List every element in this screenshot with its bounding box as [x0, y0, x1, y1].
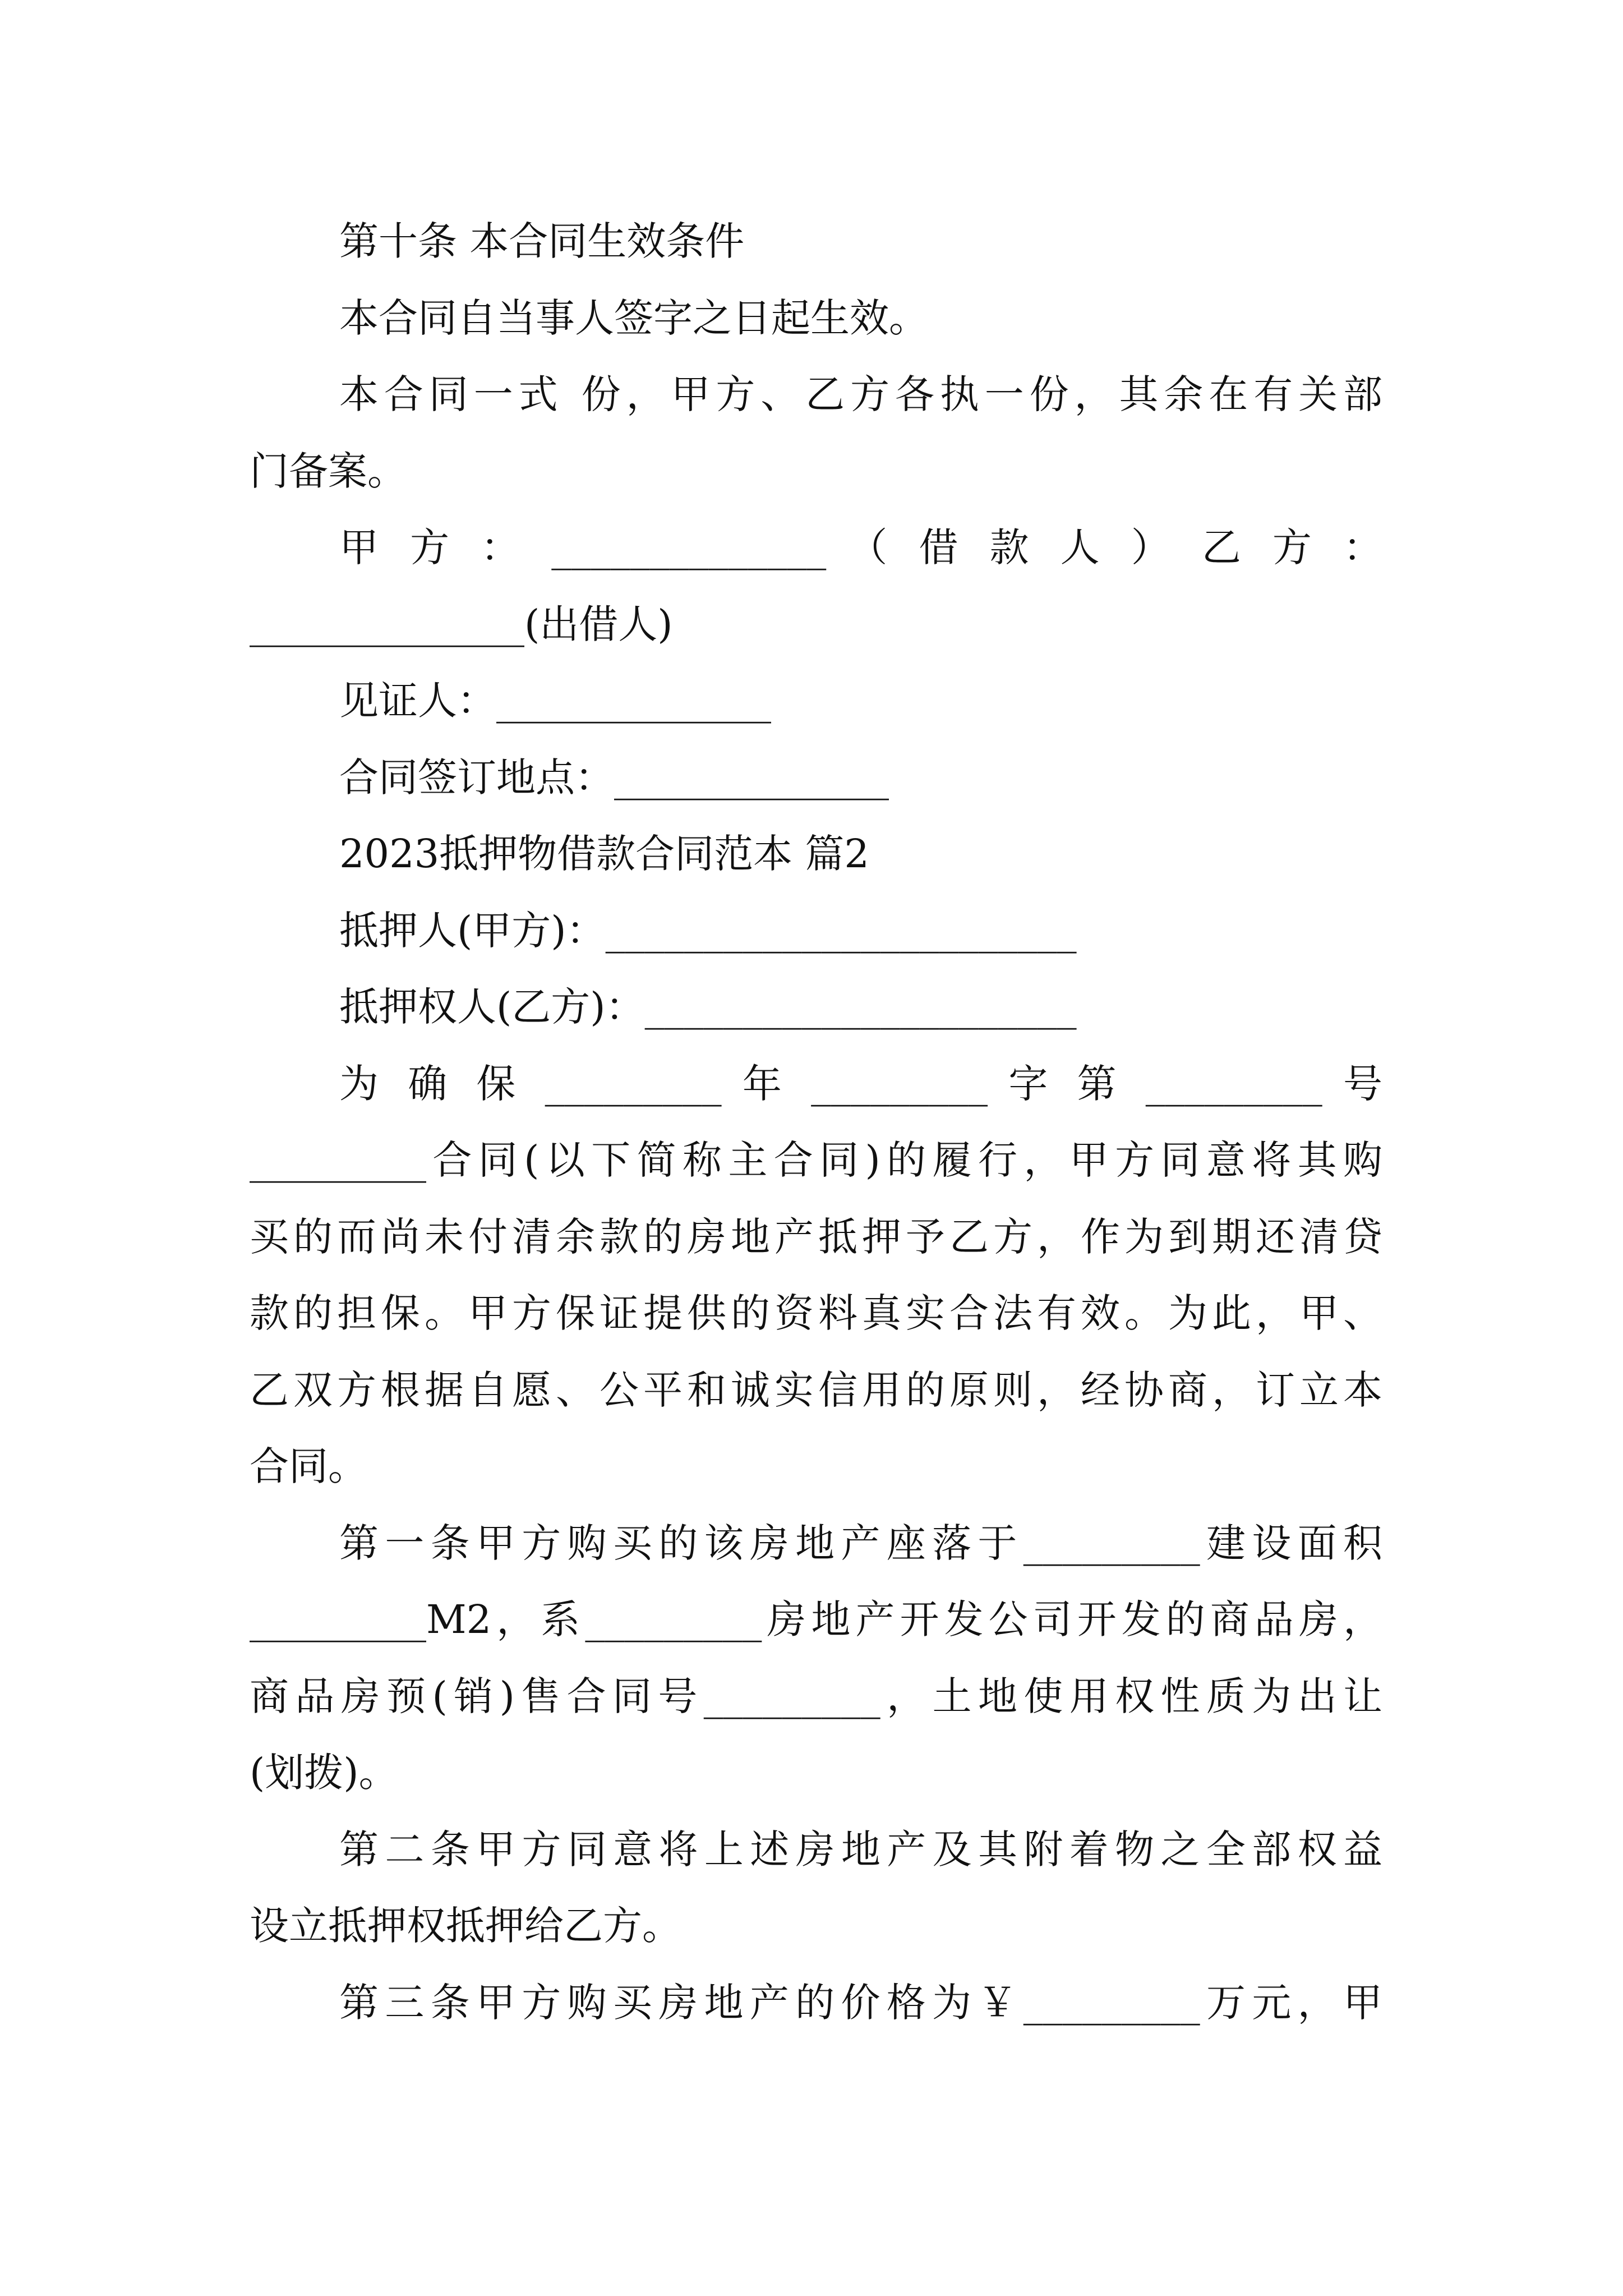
- article-3-line-1: 第三条甲方购买房地产的价格为￥_________万元，甲: [339, 1980, 1382, 2026]
- witness-line: 见证人：______________: [339, 678, 771, 724]
- article-1-line-2: _________M2，系_________房地产开发公司开发的商品房，: [250, 1596, 1382, 1642]
- section-heading: 2023抵押物借款合同范本 篇2: [339, 831, 869, 877]
- article-1-line-4: (划拨)。: [250, 1750, 398, 1796]
- copies-clause-line-1: 本合同一式 份，甲方、乙方各执一份，其余在有关部: [339, 371, 1382, 417]
- preamble-line-5: 乙双方根据自愿、公平和诚实信用的原则，经协商，订立本: [250, 1367, 1382, 1413]
- article-1-line-3: 商品房预(销)售合同号_________，土地使用权性质为出让: [250, 1673, 1382, 1719]
- mortgagor-line: 抵押人(甲方)：________________________: [339, 908, 1077, 954]
- preamble-line-3: 买的而尚未付清余款的房地产抵押予乙方，作为到期还清贷: [250, 1214, 1382, 1260]
- effective-clause: 本合同自当事人签字之日起生效。: [339, 295, 928, 341]
- preamble-line-1: 为 确 保 _________ 年 _________ 字 第 _________ 号: [339, 1061, 1382, 1107]
- article-10-heading: 第十条 本合同生效条件: [339, 218, 745, 264]
- preamble-line-2: _________合同(以下简称主合同)的履行，甲方同意将其购: [250, 1137, 1382, 1183]
- party-b-signature-line: ______________(出借人): [250, 601, 673, 647]
- mortgagee-line: 抵押权人(乙方)：______________________: [339, 984, 1077, 1030]
- article-2-line-1: 第二条甲方同意将上述房地产及其附着物之全部权益: [339, 1826, 1382, 1872]
- preamble-line-4: 款的担保。甲方保证提供的资料真实合法有效。为此，甲、: [250, 1290, 1382, 1336]
- article-1-line-1: 第一条甲方购买的该房地产座落于_________建设面积: [339, 1520, 1382, 1566]
- party-a-signature-line: 甲 方 ： ______________ （ 借 款 人 ） 乙 方 ：: [339, 524, 1382, 570]
- preamble-line-6: 合同。: [250, 1443, 367, 1489]
- signing-place-line: 合同签订地点：______________: [339, 754, 889, 800]
- article-2-line-2: 设立抵押权抵押给乙方。: [250, 1903, 681, 1949]
- copies-clause-line-2: 门备案。: [250, 448, 407, 494]
